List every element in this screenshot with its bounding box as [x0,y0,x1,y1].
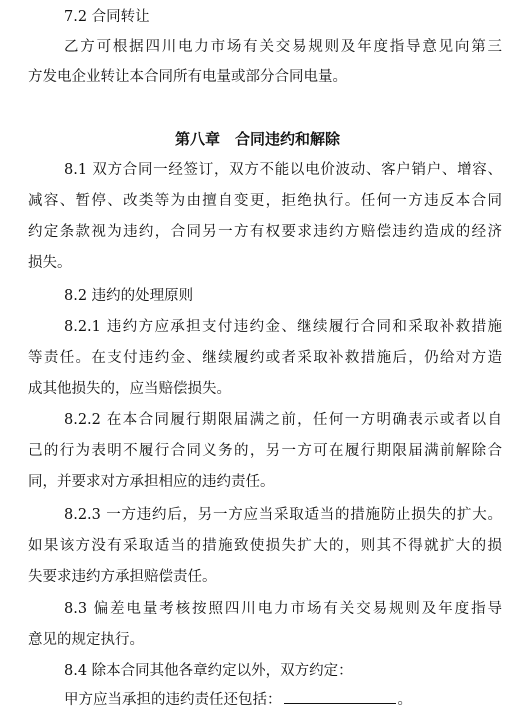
section-8-4-line-2-suffix: 。 [397,692,412,708]
section-7-2-heading: 7.2 合同转让 [64,9,150,25]
section-8-2-3-line-1: 8.2.3 一方违约后，另一方应当采取适当的措施防止损失的扩大。 [64,507,502,523]
section-8-1-line-3: 约定条款视为违约，合同另一方有权要求违约方赔偿违约造成的经济 [28,224,502,240]
section-8-2-2-line-1: 8.2.2 在本合同履行期限届满之前，任何一方明确表示或者以自 [64,412,502,428]
section-8-2-2-line-2: 己的行为表明不履行合同义务的，另一方可在履行期限届满前解除合 [28,443,502,459]
section-8-2-1-line-2: 等责任。在支付违约金、继续履约或者采取补救措施后，仍给对方造 [28,350,502,366]
fill-in-blank-underline[interactable] [284,689,396,704]
section-8-2-3-line-2: 如果该方没有采取适当的措施致使损失扩大的，则其不得就扩大的损 [28,538,502,554]
section-8-2-heading: 8.2 违约的处理原则 [64,288,194,304]
section-7-2-line-1: 乙方可根据四川电力市场有关交易规则及年度指导意见向第三 [64,39,502,55]
section-8-1-line-2: 减容、暂停、改类等为由擅自变更，拒绝执行。任何一方违反本合同 [28,193,502,209]
section-8-3-line-2: 意见的规定执行。 [28,632,144,648]
section-8-2-1-line-1: 8.2.1 违约方应承担支付违约金、继续履行合同和采取补救措施 [64,319,502,335]
section-8-4-line-1: 8.4 除本合同其他各章约定以外，双方约定： [64,663,353,679]
section-8-1-line-4: 损失。 [28,255,72,271]
section-8-2-1-line-3: 成其他损失的，应当赔偿损失。 [28,381,231,397]
section-8-1-line-1: 8.1 双方合同一经签订，双方不能以电价波动、客户销户、增容、 [64,162,502,178]
section-8-2-3-line-3: 失要求违约方承担赔偿责任。 [28,569,217,585]
section-7-2-line-2: 方发电企业转让本合同所有电量或部分合同电量。 [28,69,347,85]
section-8-2-2-line-3: 同，并要求对方承担相应的违约责任。 [28,474,275,490]
chapter-8-title: 第八章 合同违约和解除 [175,130,341,148]
section-8-4-line-2-prefix: 甲方应当承担的违约责任还包括： [64,692,282,708]
section-8-4-line-2 [64,689,412,710]
section-8-3-line-1: 8.3 偏差电量考核按照四川电力市场有关交易规则及年度指导 [64,601,502,617]
